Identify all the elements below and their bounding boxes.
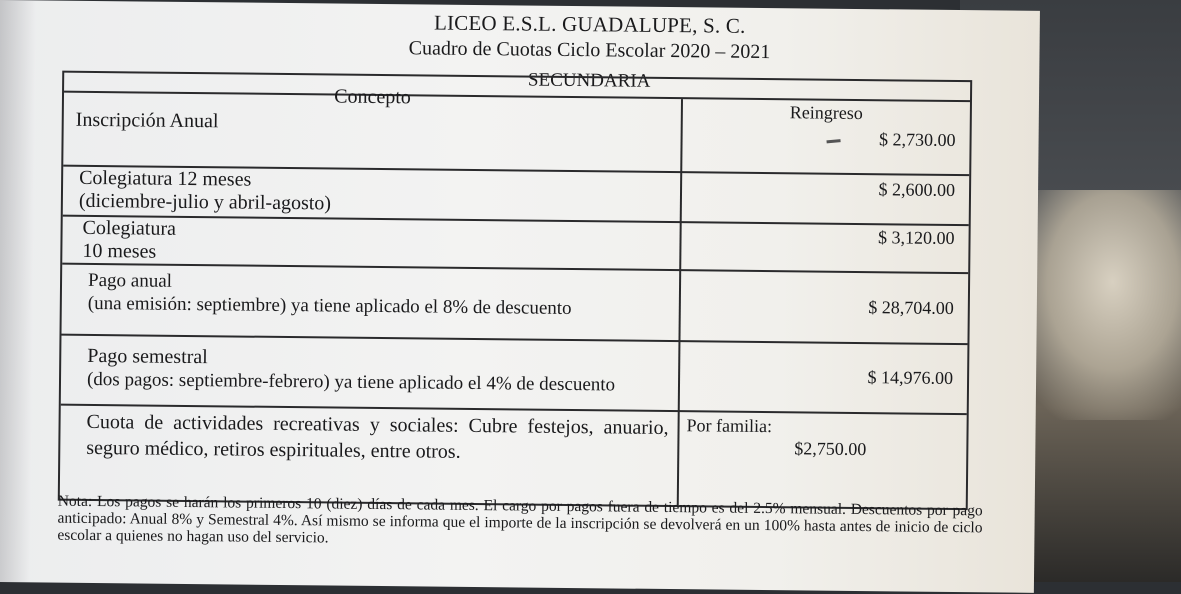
concept-line: Pago semestral (87, 344, 208, 369)
table-row-concept (88, 269, 572, 320)
concept-line: (diciembre-julio y abril-agosto) (78, 189, 332, 215)
column-header-concept: Concepto (334, 85, 411, 109)
concept-line: Colegiatura 12 meses (79, 166, 252, 191)
table-row-amount: $ 14,976.00 (867, 367, 954, 389)
table-row-concept (76, 109, 219, 133)
table-row-concept (79, 167, 332, 216)
level-title: SECUNDARIA (527, 69, 651, 92)
table-row-amount: $ 28,704.00 (868, 297, 954, 319)
document-title: Cuadro de Cuotas Ciclo Escolar 2020 – 2021 (408, 37, 771, 64)
column-divider (677, 99, 683, 505)
footnote: Nota: Los pagos se harán los primeros 10 (diez) días de cada mes. El cargo por pagos fuera de tiempo es del 2.5% mensual. Descuentos por pago anticipado: Anual 8% y Semestral 4%. Así mismo se informa que el importe de la inscripción se devolverá en un 100% hasta antes de inicio de ciclo escolar a quienes no hagan uso del servicio. (57, 492, 983, 547)
table-row-amount: $ 3,120.00 (877, 227, 955, 249)
concept-line: Colegiatura (82, 216, 177, 240)
concept-line: Inscripción Anual (75, 108, 219, 133)
concept-line: 10 meses (82, 239, 157, 263)
column-header-reingreso: Reingreso (789, 102, 863, 124)
row-divider (63, 215, 969, 226)
amount-label: Por familia: (686, 415, 773, 437)
concept-line: Pago anual (87, 269, 173, 292)
school-name: LICEO E.S.L. GUADALUPE, S. C. (433, 10, 746, 38)
table-row-amount: $ 2,730.00 (878, 129, 956, 151)
table-row-concept (87, 345, 669, 397)
fees-table (58, 71, 972, 511)
concept-line: (una emisión: septiembre) ya tiene aplicado el 8% de descuento (87, 292, 572, 320)
handwritten-dash (826, 139, 840, 143)
row-divider (61, 334, 967, 345)
table-row-amount: $ 2,600.00 (878, 179, 956, 201)
concept-line: (dos pagos: septiembre-febrero) ya tiene aplicado el 4% de descuento (86, 368, 616, 396)
table-row-amount: $2,750.00 (794, 438, 867, 460)
paper-shadow (0, 0, 36, 582)
table-row-concept (82, 217, 176, 264)
table-row-concept: Cuota de actividades recreativas y sociales: Cubre festejos, anuario, seguro médico, retiros espirituales, entre otros. (86, 410, 669, 463)
